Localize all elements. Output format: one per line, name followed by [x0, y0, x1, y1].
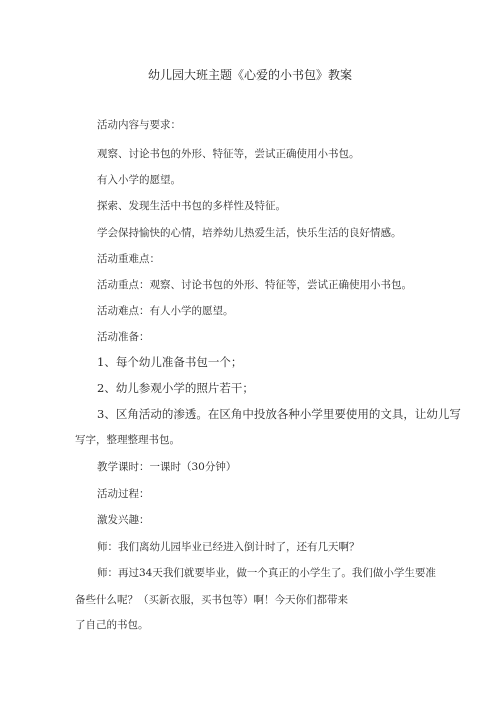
paragraph-line: 活动重点：观察、讨论书包的外形、特征等，尝试正确使用小书包。	[97, 279, 412, 291]
paragraph-line: 探索、发现生活中书包的多样性及特征。	[97, 200, 286, 212]
dialogue-line: 师：我们离幼儿园毕业已经进入倒计时了，还有几天啊？	[97, 541, 360, 553]
section-heading-preparation: 活动准备：	[97, 331, 150, 343]
section-heading-interest: 激发兴趣：	[97, 514, 150, 526]
dialogue-continuation: 备些什么呢？（买新衣服，买书包等）啊！今天你们都带来	[75, 594, 348, 606]
document-title: 幼儿园大班主题《心爱的小书包》教案	[147, 68, 352, 82]
list-item: 2、幼儿参观小学的照片若干；	[97, 381, 254, 395]
dialogue-line: 师：再过34天我们就要毕业，做一个真正的小学生了。我们做小学生要准	[97, 567, 436, 579]
section-heading-process: 活动过程：	[97, 488, 150, 500]
list-item-continuation: 写字，整理整理书包。	[75, 434, 180, 446]
section-heading-focus: 活动重难点：	[97, 253, 160, 265]
paragraph-line: 活动难点：有人小学的愿望。	[97, 305, 234, 317]
list-item: 3、区角活动的渗透。在区角中投放各种小学里要使用的文具，让幼儿写	[97, 407, 461, 421]
list-item: 1、每个幼儿准备书包一个；	[97, 355, 243, 369]
paragraph-line: 有入小学的愿望。	[97, 174, 181, 186]
dialogue-continuation: 了自己的书包。	[75, 619, 149, 631]
paragraph-line: 教学课时：一课时（30分钟）	[97, 461, 237, 473]
paragraph-line: 观察、讨论书包的外形、特征等，尝试正确使用小书包。	[97, 148, 360, 160]
section-heading-content: 活动内容与要求：	[97, 119, 181, 131]
paragraph-line: 学会保持愉快的心情，培养幼儿热爱生活，快乐生活的良好情感。	[97, 227, 402, 239]
